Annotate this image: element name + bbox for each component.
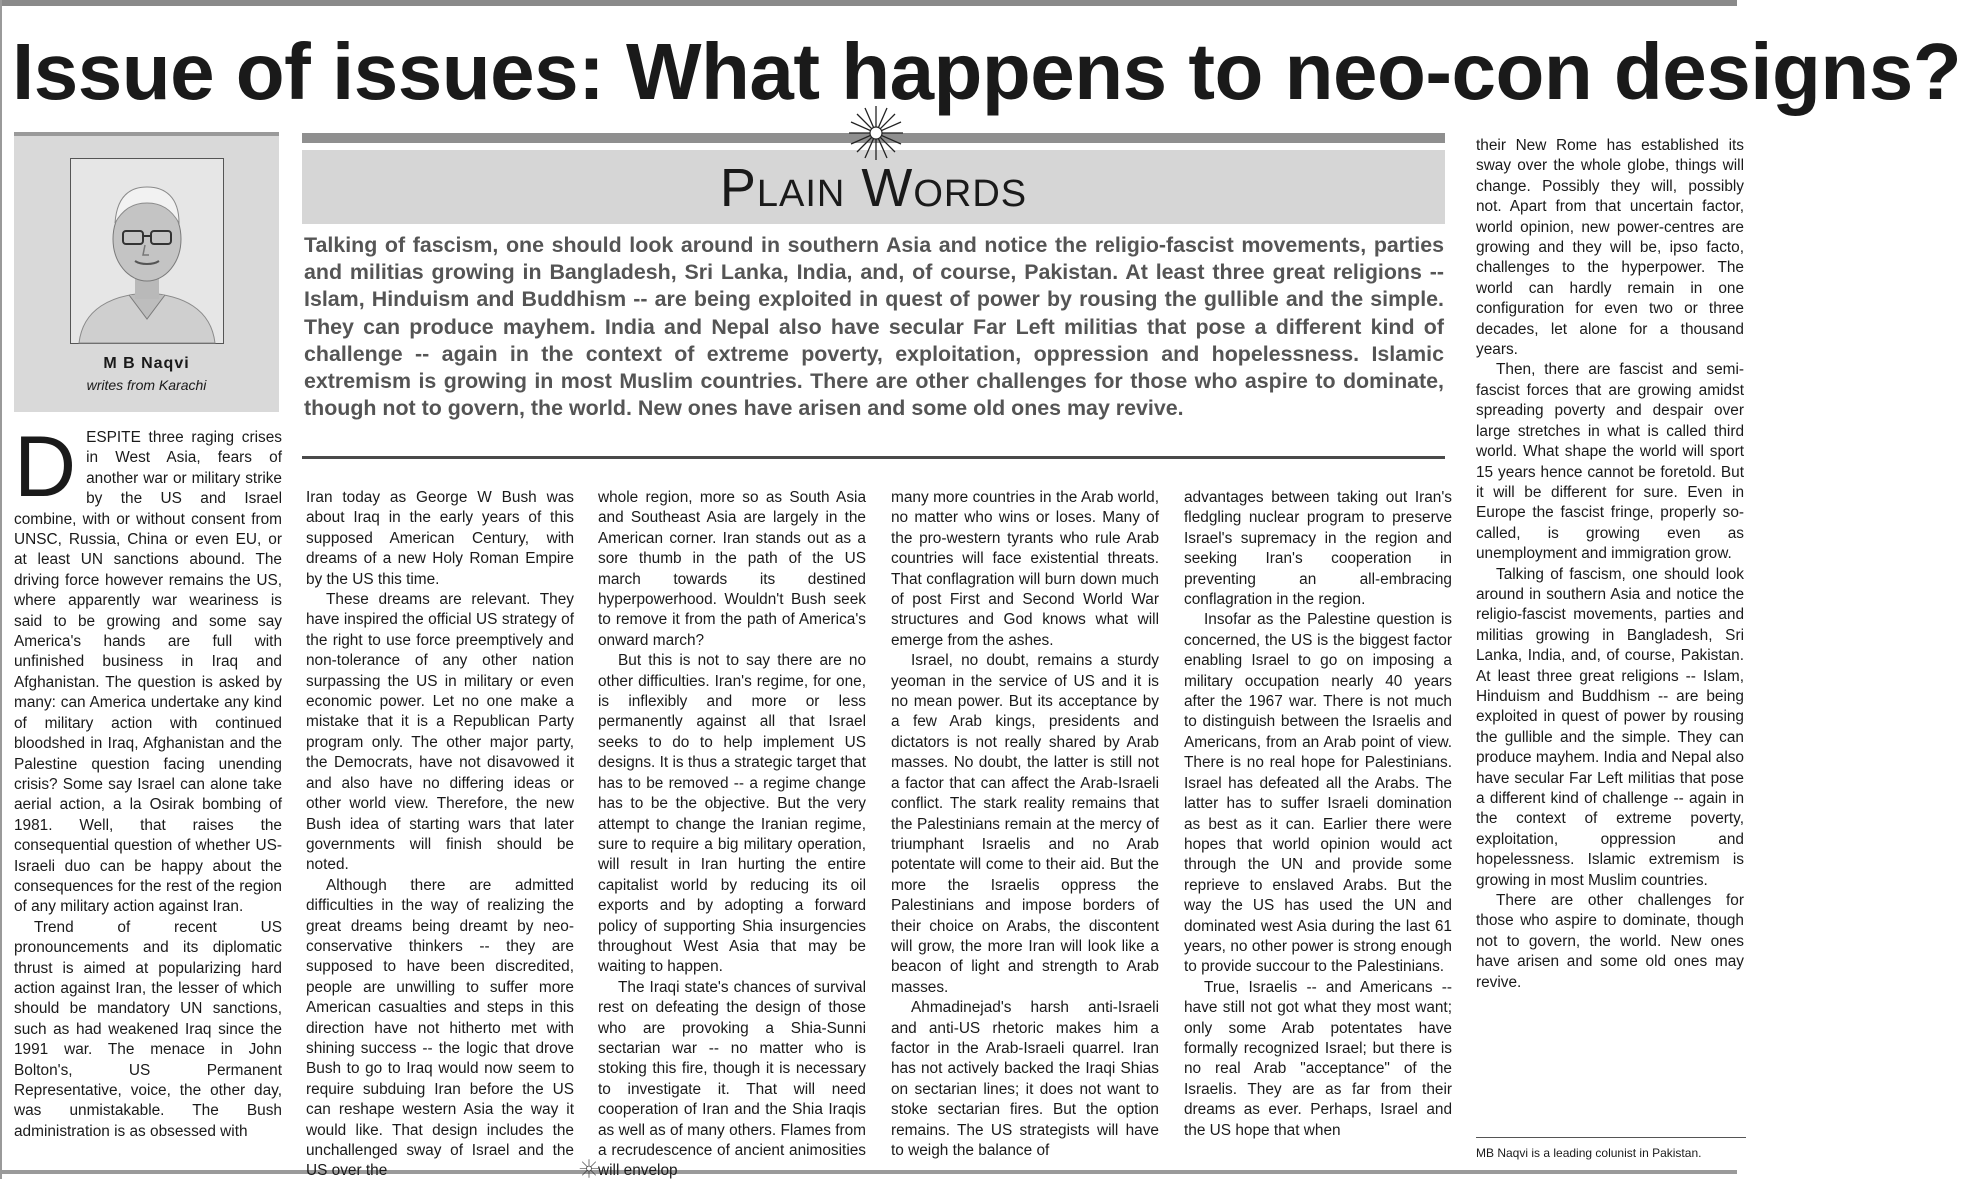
paragraph: whole region, more so as South Asia and Southeast Asia are largely in the American corner. Iran stands out as a sore thumb in the path of the US march towards its destined hyperpowerhood. Wouldn't Bush seek to remove it from the path of America's onward march? bbox=[598, 489, 866, 649]
paragraph: Israel, no doubt, remains a sturdy yeoman in the service of US and it is no mean power. But its acceptance by a few Arab kings, presidents and dictators is not really shared by Arab masses. No doubt, the latter is still not a factor that can affect the Arab-Israeli conflict. The stark reality remains that the Palestinians remain at the mercy of triumphant Israelis and no Arab potentate will come to their aid. But the more the Israelis oppress the Palestinians and impose borders of their choice on Arabs, the discontent will grow, the more Iran will look like a beacon of light and strength to Arab masses. bbox=[891, 652, 1159, 996]
paragraph: These dreams are relevant. They have inspired the official US strategy of the right to use force preemptively and non-tolerance of any other nation surpassing the US in military or even economic power. Let no one make a mistake that it is a Republican Party program only. The other major party, the Democrats, have not disavowed it and also have no differing ideas or other world view. Therefore, the new Bush idea of starting wars that later governments will finish should be noted. bbox=[306, 591, 574, 874]
paragraph: Ahmadinejad's harsh anti-Israeli and anti-US rhetoric makes him a factor in the Arab-Israeli quarrel. Iran has not actively backed the Iraqi Shias on sectarian lines; it does not want to stoke sectarian fires. But the option remains. The US strategists will have to weigh the balance of bbox=[891, 999, 1159, 1159]
paragraph: Talking of fascism, one should look around in southern Asia and notice the religio-fascist movements, parties and militias growing in Bangladesh, Sri Lanka, India, and, of course, Pakistan. At least three great religions -- Islam, Hinduism and Buddhism -- are being exploited in quest of power by rousing the gullible and the simple. They can produce mayhem. India and Nepal also have secular Far Left militias that pose a different kind of challenge -- again in the context of extreme poverty, exploitation, oppression and hopelessness. Islamic extremism is growing in most Muslim countries. bbox=[1476, 565, 1744, 889]
paragraph: The Iraqi state's chances of survival rest on defeating the design of those who are provoking a Shia-Sunni sectarian war -- no matter who is stoking this fire, though it is necessary to investigate it. That will need cooperation of Iran and the Shia Iraqis as well as of many others. Flames from a recrudescence of ancient animosities will envelop bbox=[598, 978, 866, 1180]
paragraph: There are other challenges for those who aspire to dominate, though not to govern, the world. New ones have arisen and some old ones may revive. bbox=[1476, 892, 1744, 991]
paragraph: Iran today as George W Bush was about Iraq in the early years of this supposed American Century, with dreams of a new Holy Roman Empire by the US this time. bbox=[306, 489, 574, 588]
paragraph: ESPITE three raging crises in West Asia, fears of another war or military strike by the US and Israel combine, with or without consent from UNSC, Russia, China or even EU, or at least UN sanctions abound. The driving force however remains the US, where apparently war weariness is said to be growing and some say America's hands are full with unfinished business in Iraq and Afghanistan. The question is asked by many: can America undertake any kind of military action with continued bloodshed in Iraq, Afghanistan and the Palestine question facing unending crisis? Some say Israel can alone take aerial action, a la Osirak bombing of 1981. Well, that raises the consequential question of whether US-Israeli duo can be happy about the consequences for the rest of the region of any military action against Iran. bbox=[14, 429, 282, 916]
drop-cap: D bbox=[14, 419, 77, 515]
starburst-icon bbox=[572, 1158, 606, 1179]
paragraph: True, Israelis -- and Americans -- have still not got what they most want; only some Arab potentates have formally recognized Israel; but there is no real Arab "acceptance" of the Israelis. They are as far from their dreams as ever. Perhaps, Israel and the US hope that when bbox=[1184, 978, 1452, 1139]
paragraph: But this is not to say there are no other difficulties. Iran's regime, for one, is inflexibly and more or less permanently against all that Israel seeks to do to help implement US designs. It is thus a strategic target that has to be removed -- a regime change has to be the objective. But the very attempt to change the Iranian regime, sure to require a big military operation, will result in Iran hurting the entire capitalist world by reducing its oil exports and by adopting a forward policy of supporting Shia insurgencies throughout West Asia that may be waiting to happen. bbox=[598, 652, 866, 976]
paragraph: many more countries in the Arab world, no matter who wins or loses. Many of the pro-western tyrants who rule Arab countries will face existential threats. That conflagration will burn down much of post First and Second World War structures and God knows what will emerge from the ashes. bbox=[891, 489, 1159, 649]
paragraph: Although there are admitted difficulties in the way of realizing the great dreams being dreamt by neo-conservative thinkers -- they are supposed to have been discredited, people are unwilling to suffer more American casualties and steps in this direction have not hitherto met with shining success -- the logic that drove Bush to go to Iraq would now seem to require subduing Iran before the US can reshape western Asia the way it would like. That design includes the unchallenged sway of Israel and the US over the bbox=[306, 876, 574, 1180]
intro-rule bbox=[302, 456, 1445, 459]
headline: Issue of issues: What happens to neo-con designs? bbox=[12, 27, 1961, 116]
article-column-1 bbox=[14, 419, 282, 1174]
left-rule bbox=[0, 0, 2, 1179]
bio-rule bbox=[1476, 1137, 1746, 1138]
paragraph: their New Rome has established its sway over the whole globe, things will change. Possibly they will, possibly not. Apart from that uncertain factor, world opinion, new power-centres are growing and they will be, ipso facto, challenges to the hyperpower. The world can hardly remain in one configuration for even two or three decades, let alone for a thousand years. bbox=[1476, 137, 1744, 359]
author-box bbox=[14, 132, 279, 412]
article-column-2 bbox=[306, 488, 574, 1180]
author-location: writes from Karachi bbox=[86, 377, 207, 393]
article-column-4 bbox=[891, 488, 1159, 1170]
author-portrait-illustration bbox=[71, 159, 223, 343]
paragraph: Then, there are fascist and semi-fascist forces that are growing amidst spreading poverty and despair over large stretches in what is called third world. What shape the world will sport 15 years hence cannot be foretold. But it will be different for sure. Even in Europe the fascist fringe, properly so-called, is growing even as unemployment and immigration grow. bbox=[1476, 361, 1744, 563]
author-photo bbox=[70, 158, 224, 344]
article-column-6 bbox=[1476, 136, 1744, 1126]
intro-paragraph: Talking of fascism, one should look around in southern Asia and notice the religio-fascist movements, parties and militias growing in Bangladesh, Sri Lanka, India, and, of course, Pakistan. At least three great religions -- Islam, Hinduism and Buddhism -- are being exploited in quest of power by rousing the gullible and the simple. They can produce mayhem. India and Nepal also have secular Far Left militias that pose a different kind of challenge -- again in the context of extreme poverty, exploitation, oppression and hopelessness. Islamic extremism is growing in most Muslim countries. There are other challenges for those who aspire to dominate, though not to govern, the world. New ones have arisen and some old ones may revive. bbox=[304, 233, 1444, 421]
paragraph: Insofar as the Palestine question is concerned, the US is the biggest factor enabling Israel to go on imposing a military occupation nearly 40 years after the 1967 war. There is not much to distinguish between the Israelis and Americans, from an Arab point of view. There is no real hope for Palestinians. Israel has defeated all the Arabs. The latter has to suffer Israeli domination as best as it can. Earlier there were hopes that world opinion would act through the UN and provide some reprieve to enslaved Arabs. But the way the US has used the UN and dominated west Asia during the last 61 years, no other power is strong enough to provide succour to the Palestinians. bbox=[1184, 611, 1452, 976]
top-rule bbox=[0, 0, 1737, 6]
author-bio: MB Naqvi is a leading colunist in Pakistan. bbox=[1476, 1146, 1702, 1160]
paragraph: advantages between taking out Iran's fledgling nuclear program to preserve Israel's supremacy in the region and seeking Iran's cooperation in preventing an all-embracing conflagration in the region. bbox=[1184, 489, 1452, 609]
author-name: M B Naqvi bbox=[103, 355, 190, 372]
article-column-3 bbox=[598, 488, 866, 1180]
paragraph: Trend of recent US pronouncements and its diplomatic thrust is aimed at popularizing hard action against Iran, the lesser of which should be mandatory UN sanctions, such as had weakened Iraq since the 1991 war. The menace in John Bolton's, US Permanent Representative, voice, the other day, was unmistakable. The Bush administration is as obsessed with bbox=[14, 918, 282, 1140]
column-title: Plain Words bbox=[719, 158, 1028, 218]
article-column-5 bbox=[1184, 488, 1452, 1170]
